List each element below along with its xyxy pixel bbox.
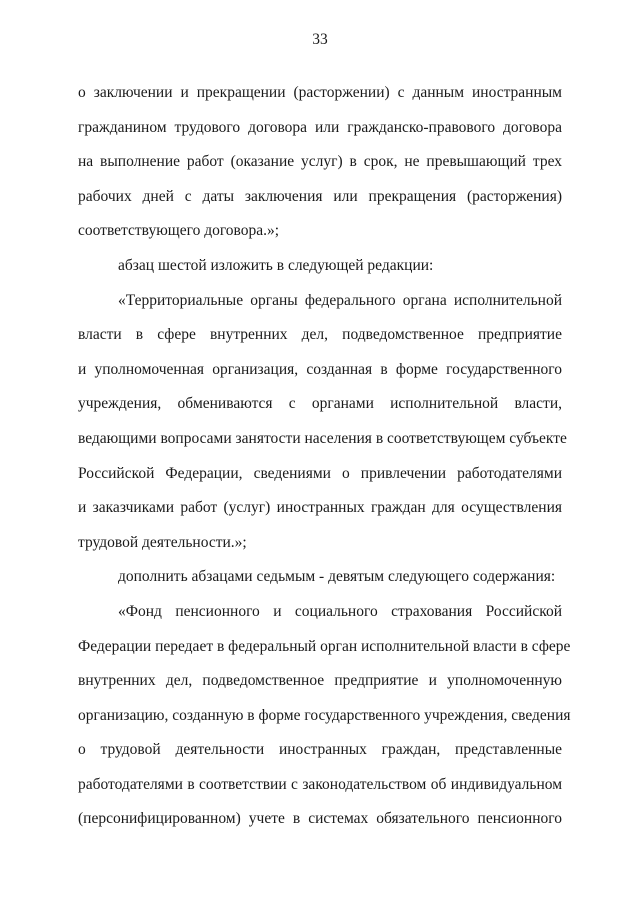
text-line: (персонифицированном) учете в системах обязательного пенсионного [78,810,562,828]
text-line: учреждения, обмениваются с органами исполнительной власти, [78,395,562,413]
text-line: и заказчиками работ (услуг) иностранных граждан для осуществления [78,499,562,517]
text-line: «Территориальные органы федерального органа исполнительной [118,291,562,309]
text-line: «Фонд пенсионного и социального страхования Российской [118,602,562,620]
text-line: гражданином трудового договора или гражданско-правового договора [78,118,562,136]
text-line: внутренних дел, подведомственное предприятие и уполномоченную [78,672,562,690]
text-line: трудовой деятельности.»; [78,533,247,551]
document-body [78,76,571,837]
page-number: 33 [312,31,328,48]
text-line: Федерации передает в федеральный орган исполнительной власти в сфере [78,637,571,655]
text-line: Российской Федерации, сведениями о привлечении работодателями [78,464,562,482]
paragraph [78,595,571,837]
text-line: дополнить абзацами седьмым - девятым следующего содержания: [118,568,556,586]
paragraph [78,76,562,249]
paragraph [78,560,562,595]
text-line: рабочих дней с даты заключения или прекращения (расторжения) [78,187,562,205]
text-line: ведающими вопросами занятости населения в соответствующем субъекте [78,429,567,447]
text-line: организацию, созданную в форме государственного учреждения, сведения [78,706,571,724]
text-line: и уполномоченная организация, созданная в форме государственного [78,360,562,378]
paragraph [78,249,562,284]
text-line: власти в сфере внутренних дел, подведомственное предприятие [78,326,562,344]
paragraph [78,284,567,561]
text-line: о заключении и прекращении (расторжении) с данным иностранным [78,84,562,101]
text-line: на выполнение работ (оказание услуг) в срок, не превышающий трех [78,153,562,171]
text-line: абзац шестой изложить в следующей редакции: [118,256,434,274]
text-line: соответствующего договора.»; [78,222,280,240]
text-line: работодателями в соответствии с законодательством об индивидуальном [78,775,562,793]
text-line: о трудовой деятельности иностранных граждан, представленные [78,741,562,759]
